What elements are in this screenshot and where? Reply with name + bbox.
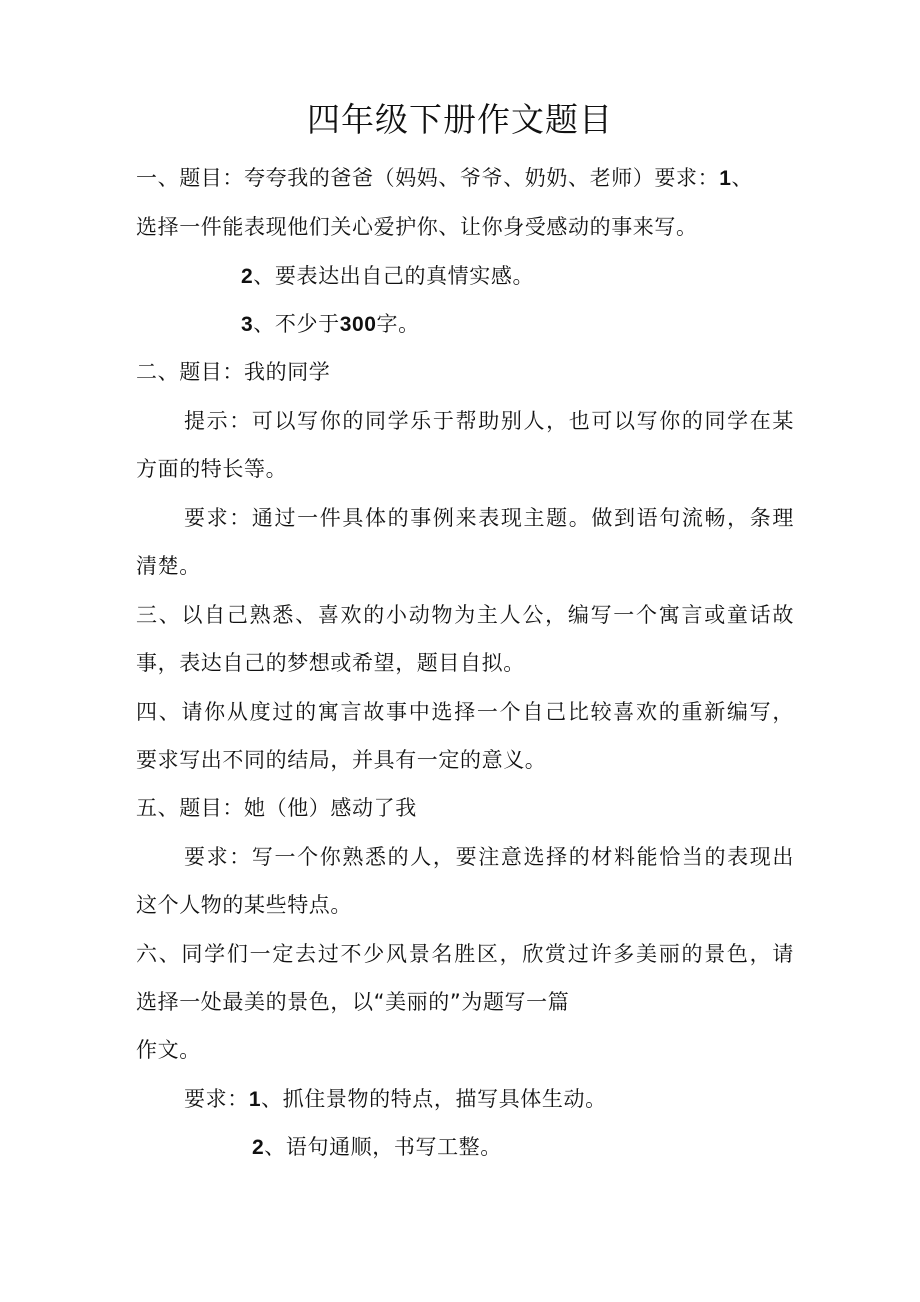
- section-5-heading: 五、题目：她（他）感动了我: [136, 796, 417, 820]
- word-count: 300: [339, 313, 377, 336]
- section-2-hint: 提示：可以写你的同学乐于帮助别人，也可以写你的同学在某: [184, 409, 794, 433]
- section-1-requirement-3: [241, 309, 420, 340]
- requirement-number: 2: [241, 265, 254, 288]
- section-6-requirement-2: [252, 1132, 502, 1163]
- requirement-text: 、抓住景物的特点，描写具体生动。: [261, 1087, 607, 1111]
- section-3-line-2: 事，表达自己的梦想或希望，题目自拟。: [136, 651, 525, 675]
- requirement-number-suffix: 、: [731, 166, 754, 190]
- requirement-number: 1: [248, 1088, 262, 1111]
- requirement-text: 、语句通顺，书写工整。: [264, 1135, 502, 1159]
- section-4-line-1: 四、请你从度过的寓言故事中选择一个自己比较喜欢的重新编写，: [136, 700, 794, 724]
- section-5-requirement: 要求：写一个你熟悉的人，要注意选择的材料能恰当的表现出: [184, 845, 794, 869]
- section-2-requirement: 要求：通过一件具体的事例来表现主题。做到语句流畅，条理: [184, 506, 794, 530]
- section-1-heading-text: 一、题目：夸夸我的爸爸（妈妈、爷爷、奶奶、老师）要求：: [136, 166, 720, 190]
- requirement-label: 要求：: [184, 1087, 249, 1111]
- section-6-line-2: 选择一处最美的景色，以“美丽的”为题写一篇: [136, 990, 570, 1014]
- section-6-line-3: 作文。: [136, 1038, 201, 1062]
- section-1-requirement-2: [241, 261, 534, 292]
- section-5-requirement-cont: 这个人物的某些特点。: [136, 893, 352, 917]
- section-4-line-2: 要求写出不同的结局，并具有一定的意义。: [136, 748, 547, 772]
- requirement-number: 3: [241, 313, 254, 336]
- requirement-text: 、要表达出自己的真情实感。: [253, 264, 535, 288]
- requirement-text: 、不少于: [253, 312, 340, 336]
- requirement-number: 1: [719, 167, 732, 190]
- word-count-unit: 字。: [376, 312, 420, 336]
- section-1-line-2: 选择一件能表现他们关心爱护你、让你身受感动的事来写。: [136, 215, 698, 239]
- section-2-heading: 二、题目：我的同学: [136, 360, 331, 384]
- document-title: 四年级下册作文题目: [307, 100, 613, 139]
- section-2-hint-cont: 方面的特长等。: [136, 457, 288, 481]
- requirement-number: 2: [252, 1136, 265, 1159]
- section-6-requirement-1: [184, 1084, 607, 1115]
- section-3-line-1: 三、以自己熟悉、喜欢的小动物为主人公，编写一个寓言或童话故: [136, 603, 794, 627]
- section-1-heading: [136, 163, 753, 194]
- section-2-requirement-cont: 清楚。: [136, 554, 201, 578]
- section-6-line-1: 六、同学们一定去过不少风景名胜区，欣赏过许多美丽的景色，请: [136, 942, 794, 966]
